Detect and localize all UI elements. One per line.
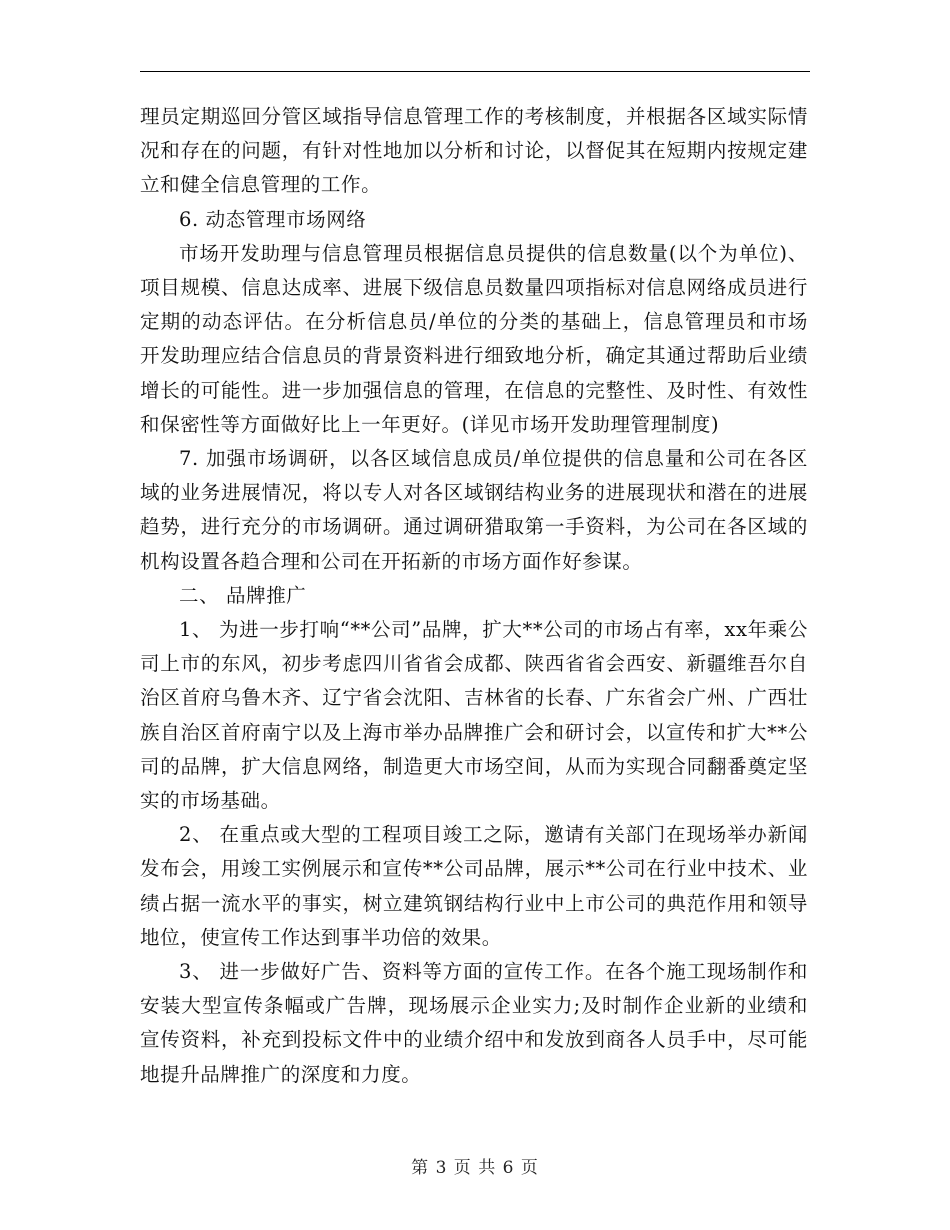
section-heading-brand-promotion: 二、 品牌推广 <box>179 583 307 607</box>
item-7-paragraph: 7. 加强市场调研，以各区域信息成员/单位提供的信息量和公司在各区域的业务进展情况，将以专人对各区域钢结构业务的进展现状和潜在的进展趋势，进行充分的市场调研。通过调研猎取第一手资料，为公司在各区域的机构设置各趋合理和公司在开拓新的市场方面作好参谋。 <box>140 447 808 573</box>
item-6-heading: 6. 动态管理市场网络 <box>179 207 367 231</box>
header-rule <box>140 71 810 72</box>
brand-item-3: 3、 进一步做好广告、资料等方面的宣传工作。在各个施工现场制作和安装大型宣传条幅或广告牌，现场展示企业实力;及时制作企业新的业绩和宣传资料，补充到投标文件中的业绩介绍中和发放到商各人员手中，尽可能地提升品牌推广的深度和力度。 <box>140 960 808 1086</box>
paragraph-continued: 理员定期巡回分管区域指导信息管理工作的考核制度，并根据各区域实际情况和存在的问题，有针对性地加以分析和讨论，以督促其在短期内按规定建立和健全信息管理的工作。 <box>140 105 808 197</box>
brand-item-1: 1、 为进一步打响“**公司”品牌，扩大**公司的市场占有率，xx年乘公司上市的东风，初步考虑四川省省会成都、陕西省省会西安、新疆维吾尔自治区首府乌鲁木齐、辽宁省会沈阳、吉林省的长春、广东省会广州、广西壮族自治区首府南宁以及上海市举办品牌推广会和研讨会，以宣传和扩大**公司的品牌，扩大信息网络，制造更大市场空间，从而为实现合同翻番奠定坚实的市场基础。 <box>140 618 808 813</box>
document-body <box>140 100 808 1092</box>
brand-item-2: 2、 在重点或大型的工程项目竣工之际，邀请有关部门在现场举办新闻发布会，用竣工实例展示和宣传**公司品牌，展示**公司在行业中技术、业绩占据一流水平的事实，树立建筑钢结构行业中上市公司的典范作用和领导地位，使宣传工作达到事半功倍的效果。 <box>140 823 808 949</box>
item-6-body: 市场开发助理与信息管理员根据信息员提供的信息数量(以个为单位)、项目规模、信息达成率、进展下级信息员数量四项指标对信息网络成员进行定期的动态评估。在分析信息员/单位的分类的基础上，信息管理员和市场开发助理应结合信息员的背景资料进行细致地分析，确定其通过帮助后业绩增长的可能性。进一步加强信息的管理，在信息的完整性、及时性、有效性和保密性等方面做好比上一年更好。(详见市场开发助理管理制度) <box>140 241 808 436</box>
page-footer: 第 3 页 共 6 页 <box>411 1158 539 1178</box>
